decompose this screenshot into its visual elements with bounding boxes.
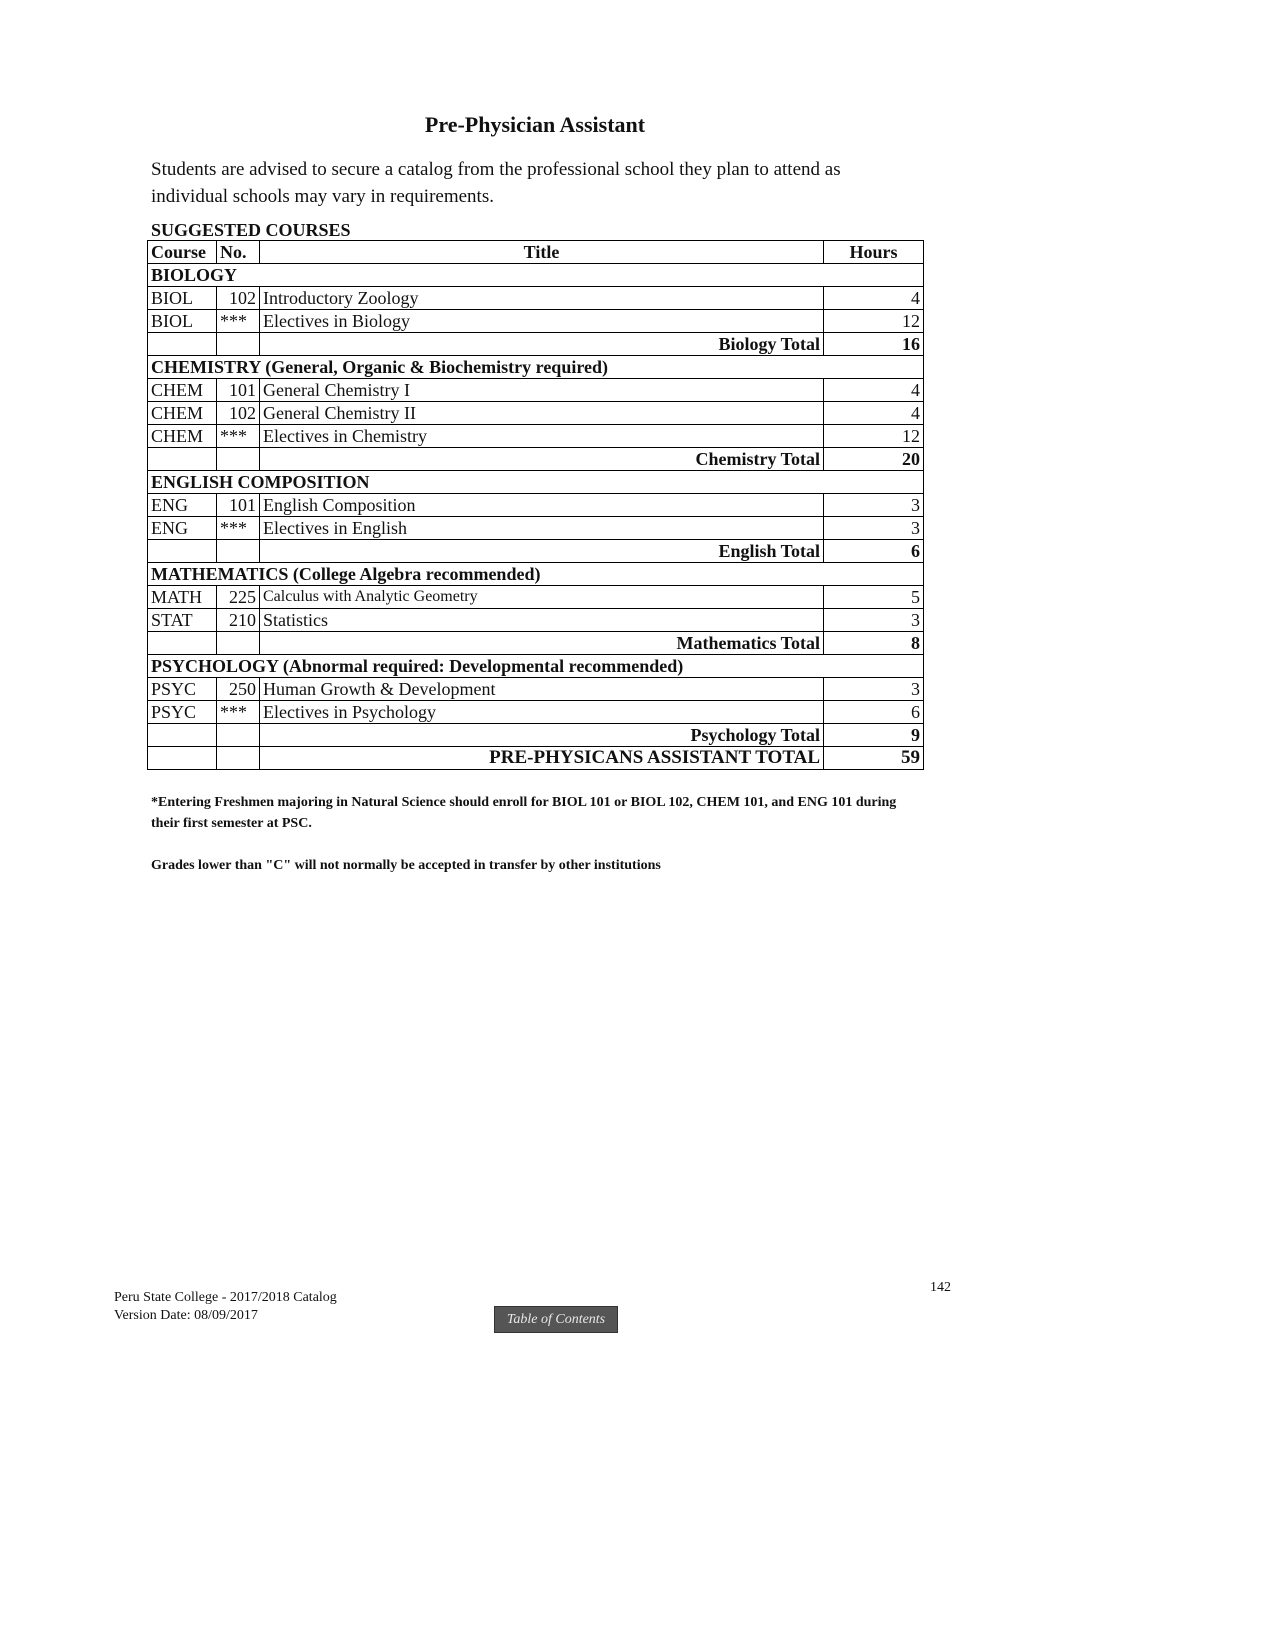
cell-no: 210	[217, 609, 260, 632]
grand-total-row	[148, 747, 924, 770]
header-title: Title	[260, 241, 824, 264]
footer	[114, 1289, 337, 1325]
cell-no: 101	[217, 379, 260, 402]
total-label: English Total	[260, 540, 824, 563]
table-row	[148, 494, 924, 517]
table-row	[148, 402, 924, 425]
total-hours: 6	[824, 540, 924, 563]
section-heading: BIOLOGY	[148, 264, 924, 287]
section-english	[148, 471, 924, 494]
total-hours: 20	[824, 448, 924, 471]
cell-title: Statistics	[260, 609, 824, 632]
cell-title: General Chemistry II	[260, 402, 824, 425]
total-hours: 16	[824, 333, 924, 356]
cell-hours: 4	[824, 402, 924, 425]
table-row	[148, 517, 924, 540]
cell-hours: 3	[824, 609, 924, 632]
total-label: Psychology Total	[260, 724, 824, 747]
grades-note: Grades lower than "C" will not normally be accepted in transfer by other institutions	[151, 858, 661, 873]
cell-hours: 3	[824, 494, 924, 517]
total-label: Biology Total	[260, 333, 824, 356]
cell-course: CHEM	[148, 425, 217, 448]
intro-text: Students are advised to secure a catalog from the professional school they plan to attend as individual schools may vary in requirements.	[151, 159, 841, 207]
total-row	[148, 632, 924, 655]
total-row	[148, 448, 924, 471]
table-row	[148, 609, 924, 632]
cell-hours: 4	[824, 379, 924, 402]
page-title: Pre-Physician Assistant	[424, 112, 646, 137]
cell-no: ***	[217, 310, 260, 333]
cell-hours: 4	[824, 287, 924, 310]
table-header-row	[148, 241, 924, 264]
section-biology	[148, 264, 924, 287]
total-row	[148, 333, 924, 356]
suggested-courses-label: SUGGESTED COURSES	[151, 220, 351, 240]
cell-hours: 3	[824, 517, 924, 540]
total-row	[148, 724, 924, 747]
section-heading: PSYCHOLOGY (Abnormal required: Developmental recommended)	[148, 655, 924, 678]
table-row	[148, 310, 924, 333]
cell-title: Introductory Zoology	[260, 287, 824, 310]
cell-course: PSYC	[148, 678, 217, 701]
cell-course: ENG	[148, 517, 217, 540]
freshmen-note: *Entering Freshmen majoring in Natural Science should enroll for BIOL 101 or BIOL 102, CHEM 101, and ENG 101 during their first semester at PSC.	[151, 795, 897, 831]
version-date: Version Date: 08/09/2017	[114, 1308, 258, 1323]
cell-course: MATH	[148, 586, 217, 609]
cell-no: ***	[217, 517, 260, 540]
cell-title: Electives in English	[260, 517, 824, 540]
section-heading: MATHEMATICS (College Algebra recommended)	[148, 563, 924, 586]
header-no: No.	[217, 241, 260, 264]
cell-course: BIOL	[148, 287, 217, 310]
grand-total-hours: 59	[824, 747, 924, 770]
cell-no: 102	[217, 287, 260, 310]
total-row	[148, 540, 924, 563]
header-hours: Hours	[824, 241, 924, 264]
courses-table	[147, 240, 924, 770]
total-hours: 8	[824, 632, 924, 655]
cell-title: Human Growth & Development	[260, 678, 824, 701]
table-row	[148, 379, 924, 402]
cell-title: Electives in Chemistry	[260, 425, 824, 448]
cell-title: Electives in Biology	[260, 310, 824, 333]
cell-title: English Composition	[260, 494, 824, 517]
table-row	[148, 701, 924, 724]
cell-no: ***	[217, 425, 260, 448]
cell-course: STAT	[148, 609, 217, 632]
cell-hours: 6	[824, 701, 924, 724]
table-of-contents-button[interactable]: Table of Contents	[494, 1306, 618, 1333]
cell-title: Electives in Psychology	[260, 701, 824, 724]
total-hours: 9	[824, 724, 924, 747]
section-chemistry	[148, 356, 924, 379]
page-number: 142	[930, 1280, 951, 1295]
grand-total-label: PRE-PHYSICANS ASSISTANT TOTAL	[260, 747, 824, 770]
table-row	[148, 586, 924, 609]
cell-hours: 3	[824, 678, 924, 701]
total-label: Mathematics Total	[260, 632, 824, 655]
header-course: Course	[148, 241, 217, 264]
cell-course: CHEM	[148, 402, 217, 425]
cell-hours: 12	[824, 425, 924, 448]
section-heading: CHEMISTRY (General, Organic & Biochemistry required)	[148, 356, 924, 379]
cell-hours: 5	[824, 586, 924, 609]
cell-course: ENG	[148, 494, 217, 517]
cell-no: 102	[217, 402, 260, 425]
section-math	[148, 563, 924, 586]
total-label: Chemistry Total	[260, 448, 824, 471]
cell-course: PSYC	[148, 701, 217, 724]
cell-course: CHEM	[148, 379, 217, 402]
section-psychology	[148, 655, 924, 678]
table-row	[148, 425, 924, 448]
cell-no: 225	[217, 586, 260, 609]
table-row	[148, 678, 924, 701]
cell-title: General Chemistry I	[260, 379, 824, 402]
cell-no: ***	[217, 701, 260, 724]
catalog-label: Peru State College - 2017/2018 Catalog	[114, 1290, 337, 1305]
table-row	[148, 287, 924, 310]
section-heading: ENGLISH COMPOSITION	[148, 471, 924, 494]
cell-title: Calculus with Analytic Geometry	[260, 586, 824, 609]
cell-hours: 12	[824, 310, 924, 333]
cell-no: 101	[217, 494, 260, 517]
cell-no: 250	[217, 678, 260, 701]
cell-course: BIOL	[148, 310, 217, 333]
